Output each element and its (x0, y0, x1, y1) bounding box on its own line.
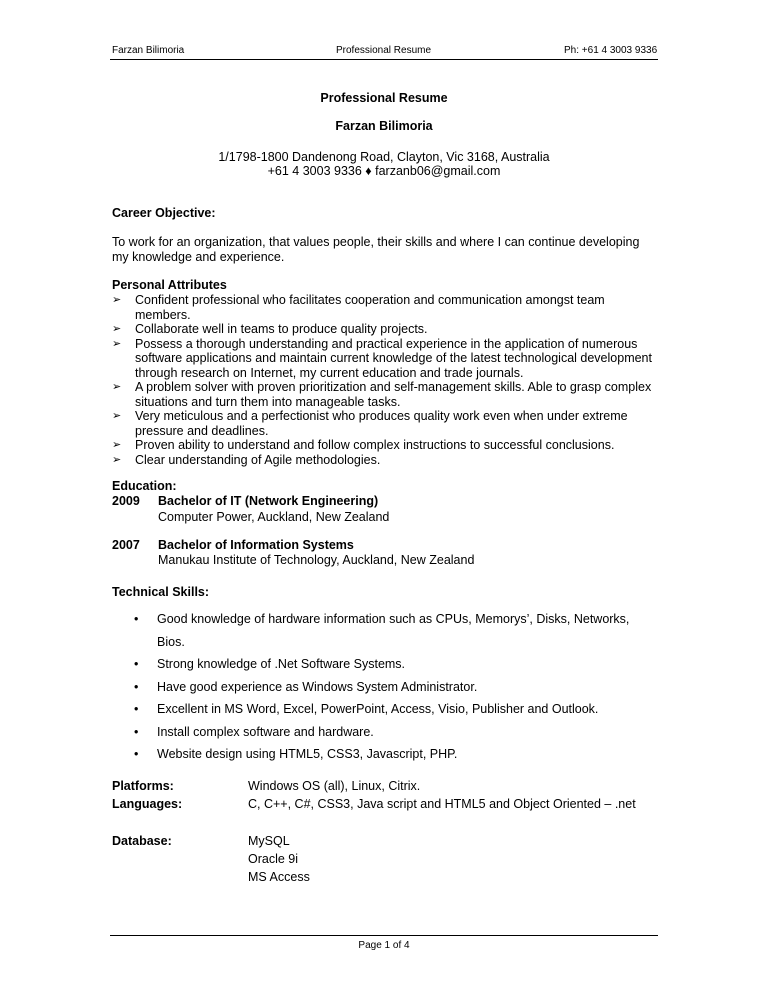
header-divider (110, 59, 658, 60)
footer-divider (110, 935, 658, 936)
career-text (112, 235, 652, 265)
education-degree: Bachelor of IT (Network Engineering) (158, 494, 379, 508)
list-item: ➢ A problem solver with proven prioritization and self-management skills. Able to grasp complex situations and turn them into manageable tasks. (112, 380, 652, 409)
bullet-dot-icon: • (134, 702, 139, 716)
database-value: Oracle 9i (248, 852, 299, 866)
education-year: 2009 (112, 494, 140, 508)
list-item: • Excellent in MS Word, Excel, PowerPoint, Access, Visio, Publisher and Outlook. (112, 698, 652, 721)
education-degree: Bachelor of Information Systems (158, 538, 354, 552)
career-heading: Career Objective: (112, 206, 216, 220)
arrow-bullet-icon: ➢ (112, 439, 122, 451)
document-title: Professional Resume (320, 91, 448, 105)
technical-heading: Technical Skills: (112, 585, 210, 599)
education-school: Computer Power, Auckland, New Zealand (158, 510, 390, 524)
address: 1/1798-1800 Dandenong Road, Clayton, Vic 3168, Australia (218, 150, 550, 164)
database-value: MS Access (248, 870, 310, 884)
list-item: • Website design using HTML5, CSS3, Javascript, PHP. (112, 743, 652, 766)
bullet-dot-icon: • (134, 747, 139, 761)
header-title: Professional Resume (336, 45, 432, 56)
list-item: • Good knowledge of hardware information such as CPUs, Memorys’, Disks, Networks, (112, 608, 652, 631)
personal-heading: Personal Attributes (112, 278, 227, 292)
arrow-bullet-icon: ➢ (112, 453, 122, 466)
arrow-bullet-icon: ➢ (112, 381, 122, 393)
header-phone: Ph: +61 4 3003 9336 (564, 45, 658, 56)
database-value: MySQL (248, 834, 290, 848)
list-item: Bios. (157, 634, 185, 649)
bullet-dot-icon: • (134, 679, 139, 694)
list-item: • Strong knowledge of .Net Software Systems. (112, 653, 652, 676)
list-item: ➢ Possess a thorough understanding and practical experience in the application of numerous software applications and maintain current knowledge of the latest technological development through research on Internet, my current education and trade journals. (112, 336, 652, 380)
database-label: Database: (112, 834, 172, 848)
list-item: ➢ Confident professional who facilitates cooperation and communication amongst team members. (112, 293, 605, 322)
bullet-dot-icon: • (134, 657, 139, 671)
arrow-bullet-icon: ➢ (112, 294, 122, 306)
career-text-line: my knowledge and experience. (112, 250, 285, 264)
arrow-bullet-icon: ➢ (112, 337, 122, 350)
platforms-value: Windows OS (all), Linux, Citrix. (248, 779, 421, 793)
header-name: Farzan Bilimoria (112, 45, 185, 56)
education-heading: Education: (112, 479, 177, 493)
list-item: • Install complex software and hardware. (112, 721, 652, 744)
personal-list (112, 293, 652, 467)
languages-value: C, C++, C#, CSS3, Java script and HTML5 and Object Oriented – .net (248, 797, 636, 811)
education-year: 2007 (112, 538, 140, 552)
page-number: Page 1 of 4 (358, 940, 410, 951)
list-item: ➢ Collaborate well in teams to produce quality projects. (112, 322, 428, 336)
arrow-bullet-icon: ➢ (112, 410, 122, 422)
platforms-label: Platforms: (112, 779, 174, 793)
list-item: • Have good experience as Windows System Administrator. (112, 676, 652, 699)
languages-label: Languages: (112, 797, 183, 811)
education-school: Manukau Institute of Technology, Auckland, New Zealand (158, 553, 475, 567)
arrow-bullet-icon: ➢ (112, 323, 122, 335)
technical-list (112, 608, 652, 766)
list-item: ➢ Very meticulous and a perfectionist who produces quality work even when under extreme pressure and deadlines. (112, 409, 628, 438)
bullet-dot-icon: • (134, 612, 139, 626)
bullet-dot-icon: • (134, 724, 139, 739)
career-text-line: To work for an organization, that values people, their skills and where I can continue developing (112, 235, 640, 249)
list-item: ➢ Clear understanding of Agile methodologies. (112, 452, 381, 467)
contact-line: +61 4 3003 9336 ♦ farzanb06@gmail.com (267, 164, 501, 178)
candidate-name: Farzan Bilimoria (335, 119, 433, 133)
list-item: ➢ Proven ability to understand and follow complex instructions to successful conclusions. (112, 438, 615, 452)
